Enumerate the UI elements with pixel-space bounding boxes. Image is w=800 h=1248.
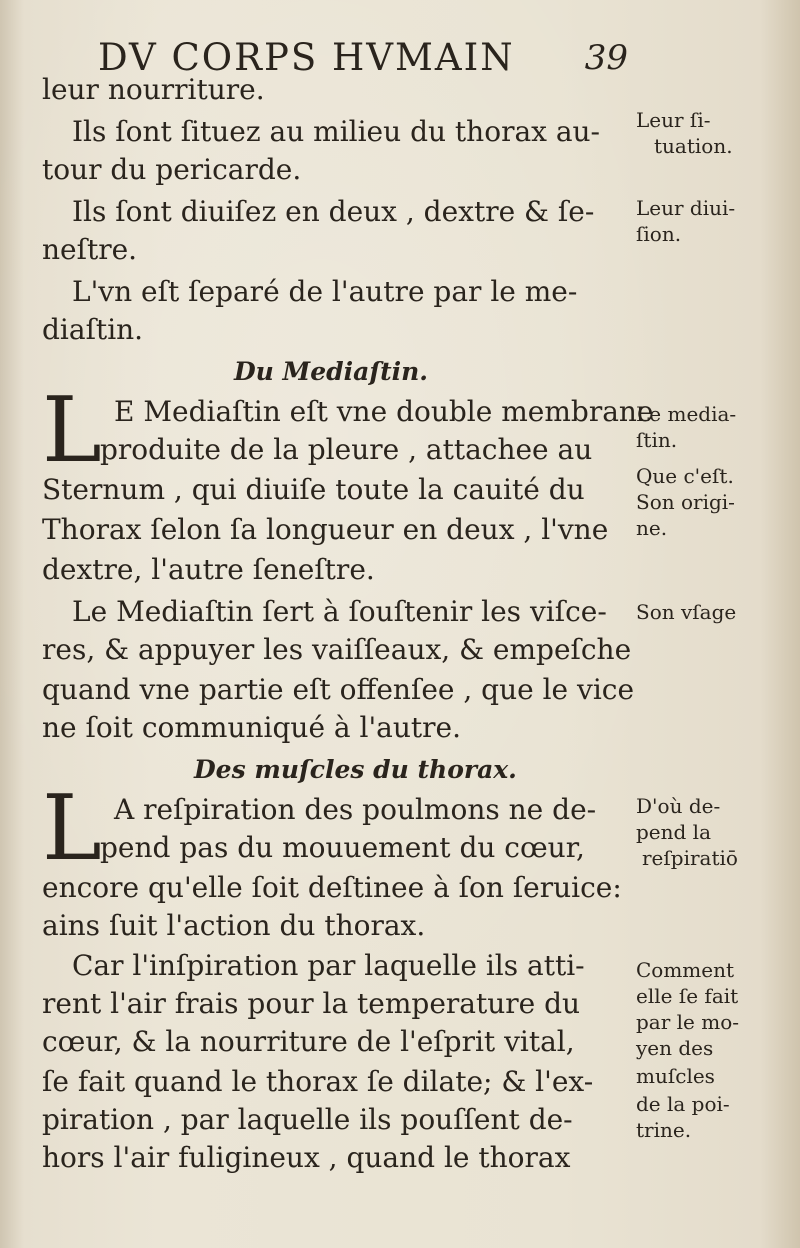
- text-line: rent l'air frais pour la temperature du: [42, 987, 581, 1020]
- text-line: ains ſuit l'action du thorax.: [42, 909, 426, 942]
- section-heading-mediastin: Du Mediaſtin.: [234, 357, 428, 386]
- text-line: Ils ſont ſituez au milieu du thorax au-: [72, 115, 601, 148]
- margin-note-line: Que c'eſt.: [636, 464, 734, 488]
- margin-note-line: pend la: [636, 820, 711, 844]
- text-line: leur nourriture.: [42, 73, 265, 106]
- text-line: Thorax ſelon ſa longueur en deux , l'vne: [42, 513, 609, 546]
- margin-note-line: yen des: [636, 1036, 714, 1060]
- text-line: piration , par laquelle ils pouſſent de-: [42, 1103, 573, 1136]
- margin-note-line: tuation.: [654, 134, 733, 158]
- text-line: encore qu'elle ſoit deſtinee à ſon ſeruice:: [42, 871, 622, 904]
- text-line: L'vn eſt ſeparé de l'autre par le me-: [72, 275, 578, 308]
- margin-note-line: muſcles: [636, 1064, 715, 1088]
- margin-note-line: Leur ſi-: [636, 108, 711, 132]
- text-line: cœur, & la nourriture de l'eſprit vital,: [42, 1025, 575, 1058]
- drop-cap: L: [42, 776, 102, 881]
- running-head: DV CORPS HVMAIN: [98, 36, 515, 79]
- margin-note-line: Le media-: [636, 402, 737, 426]
- text-line: A reſpiration des poulmons ne de-: [114, 793, 597, 826]
- text-line: Sternum , qui diuiſe toute la cauité du: [42, 473, 585, 506]
- text-line: Le Mediaſtin ſert à ſouſtenir les viſce-: [72, 595, 607, 628]
- drop-cap: L: [42, 378, 102, 483]
- text-line: E Mediaſtin eſt vne double membrane: [114, 395, 654, 428]
- margin-note-line: Son vſage: [636, 600, 737, 624]
- page-number: 39: [584, 38, 628, 78]
- main-text: [42, 72, 654, 1192]
- section-heading-muscles: Des muſcles du thorax.: [194, 755, 517, 784]
- text-line: pend pas du mouuement du cœur,: [100, 831, 585, 864]
- margin-note-line: reſpiratiō: [642, 846, 738, 870]
- margin-note-line: ſtin.: [636, 428, 678, 452]
- text-line: Ils ſont diuiſez en deux , dextre & ſe-: [72, 195, 595, 228]
- text-line: Car l'inſpiration par laquelle ils atti-: [72, 949, 585, 982]
- text-line: produite de la pleure , attachee au: [100, 433, 593, 466]
- margin-note-line: Leur diui-: [636, 196, 736, 220]
- text-line: res, & appuyer les vaiſſeaux, & empeſche: [42, 633, 632, 666]
- text-line: ſe fait quand le thorax ſe dilate; & l'ex-: [42, 1065, 594, 1098]
- text-line: neſtre.: [42, 233, 138, 266]
- margin-note-line: ne.: [636, 516, 668, 540]
- margin-note-line: de la poi-: [636, 1092, 730, 1116]
- text-line: ne ſoit communiqué à l'autre.: [42, 711, 462, 744]
- margin-note-line: Son origi-: [636, 490, 735, 514]
- text-line: dextre, l'autre ſeneſtre.: [42, 553, 375, 586]
- margin-note-line: Comment: [636, 958, 735, 982]
- margin-notes: [636, 104, 796, 1204]
- text-line: diaſtin.: [42, 313, 144, 346]
- margin-note-line: D'où de-: [636, 794, 721, 818]
- margin-note-line: trine.: [636, 1118, 692, 1142]
- margin-note-line: ſion.: [636, 222, 682, 246]
- text-line: tour du pericarde.: [42, 153, 302, 186]
- margin-note-line: par le mo-: [636, 1010, 739, 1034]
- text-line: quand vne partie eſt offenſee , que le vice: [42, 673, 635, 706]
- margin-note-line: elle ſe fait: [636, 984, 739, 1008]
- text-line: hors l'air fuligineux , quand le thorax: [42, 1141, 571, 1174]
